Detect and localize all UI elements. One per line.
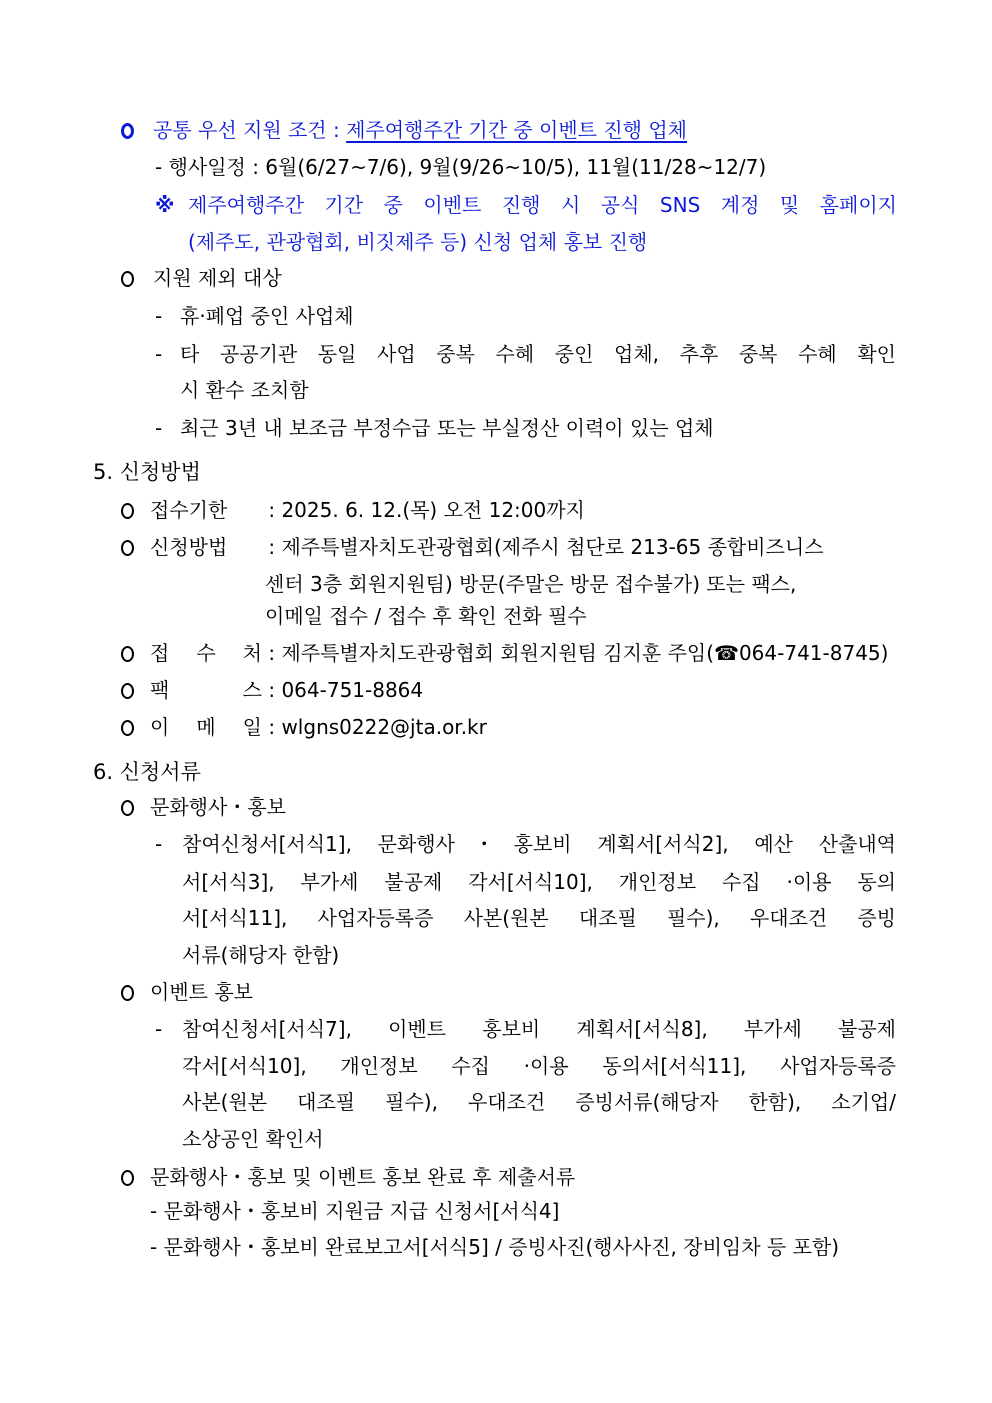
doc-line: - 문화행사・홍보비 완료보고서[서식5] / 증빙사진(행사사진, 장비임차 등 포함)	[150, 1235, 840, 1259]
bullet-circle-icon	[121, 1170, 134, 1186]
exclusion-title: 지원 제외 대상	[153, 266, 282, 290]
dash: -	[155, 1017, 163, 1041]
bullet-circle-icon	[121, 683, 134, 699]
doc-line: 참여신청서[서식1], 문화행사・홍보비 계획서[서식2], 예산 산출내역	[182, 832, 896, 856]
row-label: 접수기한	[150, 498, 228, 522]
section-5-title: 5. 신청방법	[93, 460, 201, 484]
schedule-line: - 행사일정 : 6월(6/27~7/6), 9월(9/26~10/5), 11월(11/28~12/7)	[155, 155, 767, 179]
doc-line: 서[서식11], 사업자등록증 사본(원본 대조필 필수), 우대조건 증빙	[182, 906, 896, 930]
dash: -	[155, 304, 163, 328]
dash: -	[155, 342, 163, 366]
method-cont: 센터 3층 회원지원팀) 방문(주말은 방문 접수불가) 또는 팩스,	[265, 572, 797, 596]
row-label: 접 수 처	[150, 641, 262, 665]
dash: -	[155, 832, 163, 856]
doc-line: 사본(원본 대조필 필수), 우대조건 증빙서류(해당자 한함), 소기업/	[182, 1090, 896, 1114]
dash: -	[155, 416, 163, 440]
note-line-1: 제주여행주간 기간 중 이벤트 진행 시 공식 SNS 계정 및 홈페이지	[188, 193, 897, 217]
method-cont: 이메일 접수 / 접수 후 확인 전화 필수	[265, 604, 587, 628]
bullet-circle-icon	[121, 646, 134, 662]
priority-label: 공통 우선 지원 조건 :	[153, 118, 347, 142]
bullet-circle-icon	[121, 503, 134, 519]
doc-line: - 문화행사・홍보비 지원금 지급 신청서[서식4]	[150, 1199, 560, 1223]
doc-line: 소상공인 확인서	[182, 1127, 324, 1151]
doc-line: 참여신청서[서식7], 이벤트 홍보비 계획서[서식8], 부가세 불공제	[182, 1017, 896, 1041]
priority-highlight: 제주여행주간 기간 중 이벤트 진행 업체	[346, 118, 688, 142]
exclusion-item-cont: 시 환수 조치함	[180, 378, 309, 402]
doc-line: 각서[서식10], 개인정보 수집 ·이용 동의서[서식11], 사업자등록증	[182, 1054, 896, 1078]
email-value: wlgns0222@jta.or.kr	[281, 715, 487, 739]
row-value: 제주특별자치도관광협회 회원지원팀 김지훈 주임(☎064-741-8745)	[281, 641, 889, 665]
receiver-row: 접 수 처 : 제주특별자치도관광협회 회원지원팀 김지훈 주임(☎064-741-8745)	[150, 641, 889, 665]
bullet-circle-icon	[121, 123, 134, 139]
method-row: 신청방법 : 제주특별자치도관광협회(제주시 첨단로 213-65 종합비즈니스	[150, 535, 824, 559]
email-row: 이 메 일 : wlgns0222@jta.or.kr	[150, 715, 487, 739]
note-mark-icon: ※	[155, 193, 175, 217]
exclusion-item: 타 공공기관 동일 사업 중복 수혜 중인 업체, 추후 중복 수혜 확인	[180, 342, 896, 366]
row-label: 팩 스	[150, 678, 262, 702]
bullet-circle-icon	[121, 540, 134, 556]
fax-row: 팩 스 : 064-751-8864	[150, 678, 424, 702]
deadline-row: 접수기한 : 2025. 6. 12.(목) 오전 12:00까지	[150, 498, 585, 522]
group-title: 문화행사・홍보 및 이벤트 홍보 완료 후 제출서류	[150, 1165, 576, 1189]
exclusion-item: 휴·폐업 중인 사업체	[180, 304, 354, 328]
row-value: 제주특별자치도관광협회(제주시 첨단로 213-65 종합비즈니스	[281, 535, 824, 559]
bullet-circle-icon	[121, 720, 134, 736]
row-label: 이 메 일	[150, 715, 262, 739]
section-6-title: 6. 신청서류	[93, 760, 201, 784]
group-title: 이벤트 홍보	[150, 980, 253, 1004]
group-title: 문화행사・홍보	[150, 795, 286, 819]
bullet-circle-icon	[121, 800, 134, 816]
bullet-circle-icon	[121, 985, 134, 1001]
row-value: 2025. 6. 12.(목) 오전 12:00까지	[281, 498, 585, 522]
bullet-circle-icon	[121, 271, 134, 287]
exclusion-item: 최근 3년 내 보조금 부정수급 또는 부실정산 이력이 있는 업체	[180, 416, 714, 440]
doc-line: 서류(해당자 한함)	[182, 943, 340, 967]
row-label: 신청방법	[150, 535, 228, 559]
row-value: 064-751-8864	[281, 678, 424, 702]
note-line-2: (제주도, 관광협회, 비짓제주 등) 신청 업체 홍보 진행	[188, 230, 648, 254]
priority-heading	[153, 117, 687, 143]
doc-line: 서[서식3], 부가세 불공제 각서[서식10], 개인정보 수집 ·이용 동의	[182, 870, 896, 894]
